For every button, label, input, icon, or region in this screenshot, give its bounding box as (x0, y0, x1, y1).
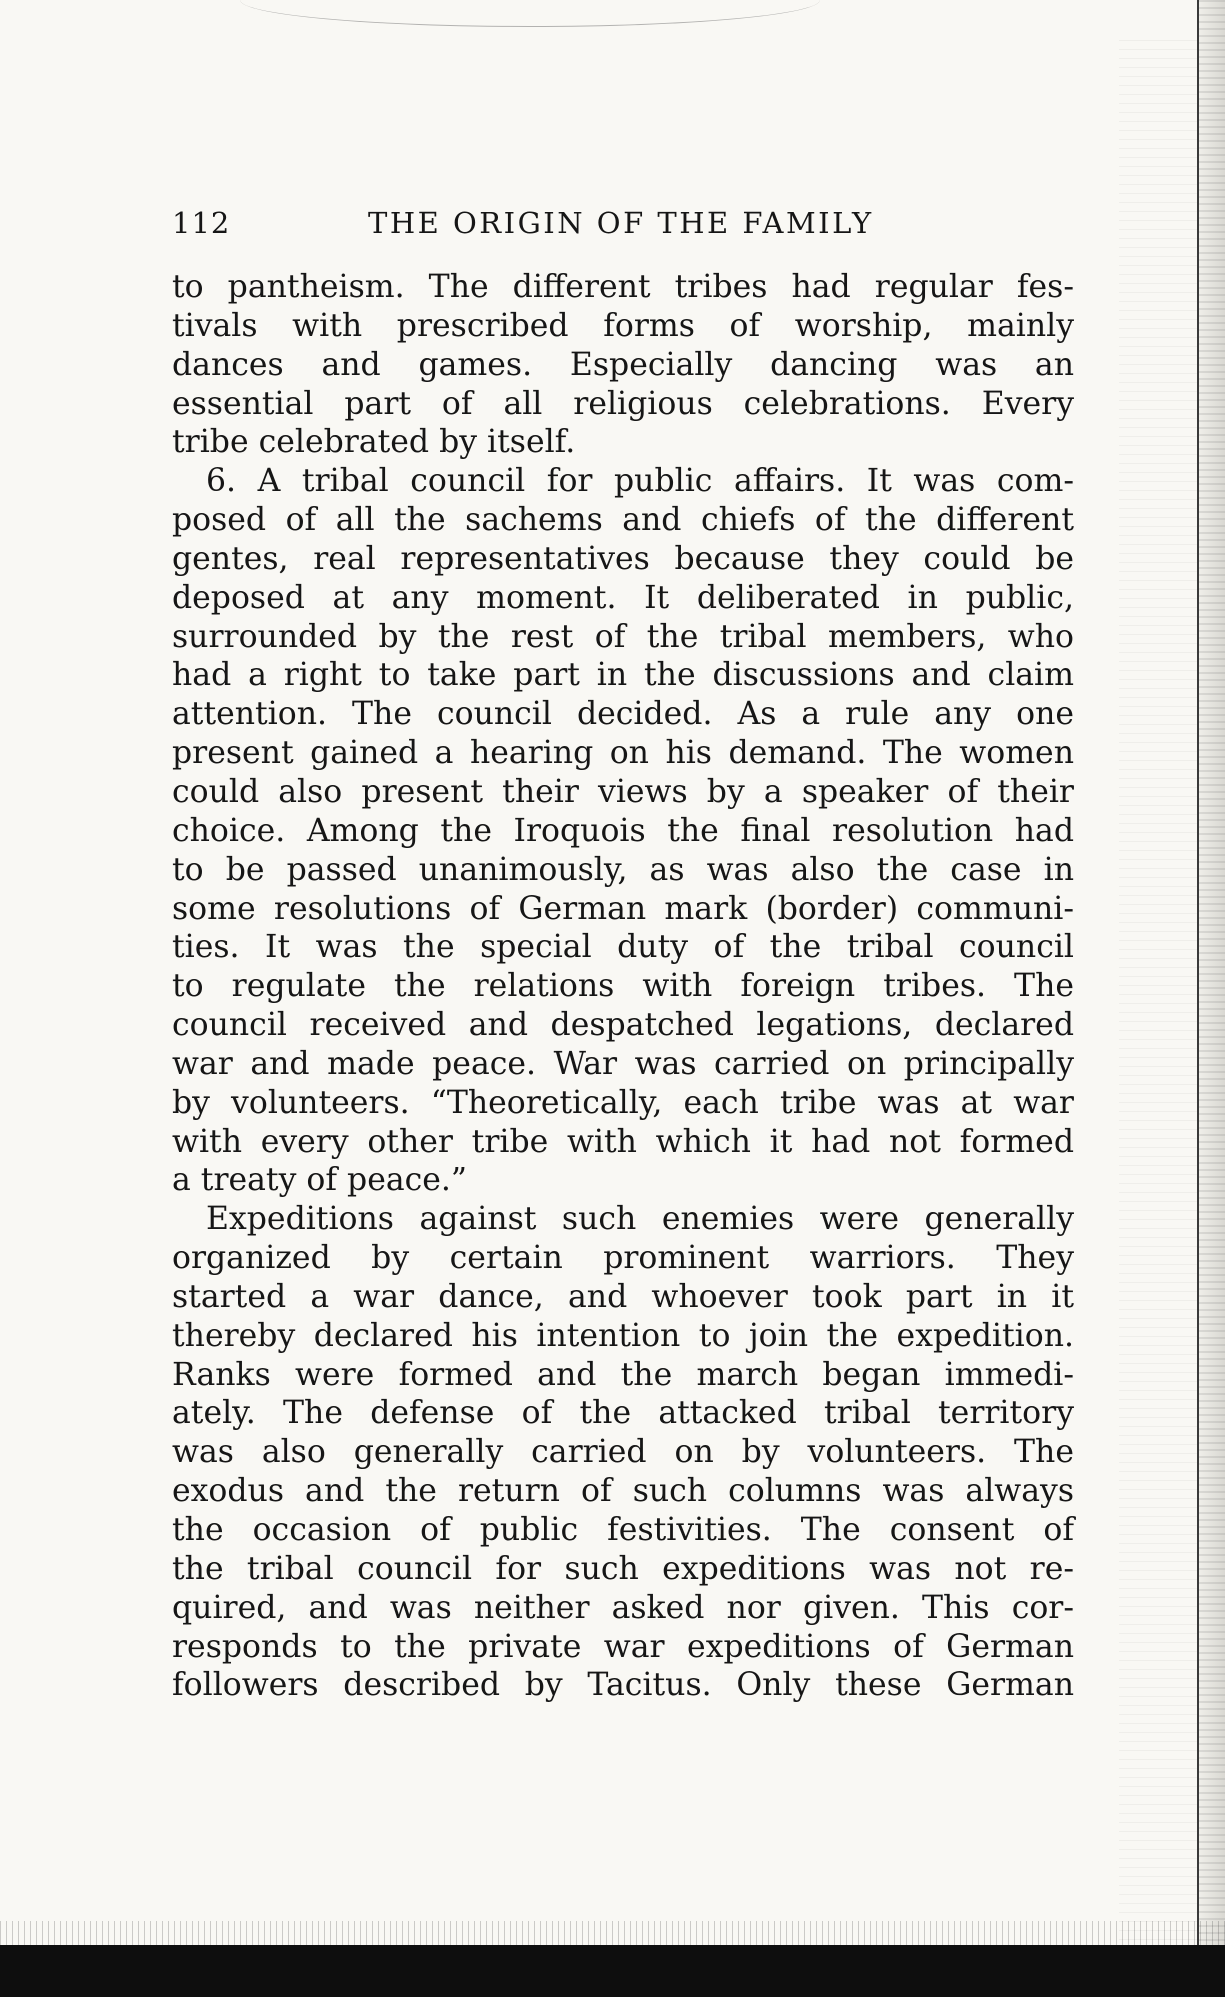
text-line: quired, and was neither asked nor given. This cor- (172, 1589, 1074, 1626)
text-line: by volunteers. “Theoretically, each tribe was at war (172, 1084, 1074, 1121)
text-line: tribe celebrated by itself. (172, 424, 576, 461)
text-line: deposed at any moment. It deliberated in public, (172, 579, 1074, 616)
text-line: thereby declared his intention to join the expedition. (172, 1317, 1074, 1354)
text-line: had a right to take part in the discussions and claim (172, 657, 1074, 694)
text-line: to regulate the relations with foreign tribes. The (172, 968, 1074, 1005)
text-line: the tribal council for such expeditions was not re- (172, 1550, 1074, 1587)
text-line: 6. A tribal council for public affairs. It was com- (206, 463, 1074, 500)
text-line: attention. The council decided. As a rule any one (172, 696, 1074, 733)
text-line: ately. The defense of the attacked tribal territory (172, 1395, 1074, 1432)
text-line: essential part of all religious celebrations. Every (172, 385, 1074, 422)
text-line: ties. It was the special duty of the tribal council (172, 929, 1074, 966)
text-line: started a war dance, and whoever took part in it (172, 1278, 1074, 1315)
text-line: posed of all the sachems and chiefs of the different (172, 502, 1074, 539)
text-line: tivals with prescribed forms of worship, mainly (172, 307, 1074, 344)
text-line: a treaty of peace.” (172, 1162, 468, 1199)
text-line: war and made peace. War was carried on principally (172, 1045, 1074, 1082)
scan-speckle (1119, 40, 1199, 1940)
text-line: the occasion of public festivities. The consent of (172, 1512, 1074, 1548)
text-line: present gained a hearing on his demand. The women (172, 735, 1074, 772)
text-line: some resolutions of German mark (border) communi- (172, 890, 1074, 927)
running-head (172, 206, 1072, 246)
text-line: surrounded by the rest of the tribal members, who (172, 618, 1074, 655)
running-title: THE ORIGIN OF THE FAMILY (368, 206, 874, 240)
text-line: dances and games. Especially dancing was an (172, 346, 1074, 383)
text-line: organized by certain prominent warriors. They (172, 1240, 1074, 1277)
text-line: choice. Among the Iroquois the final resolution had (172, 812, 1074, 849)
text-line: Ranks were formed and the march began immedi- (172, 1356, 1074, 1393)
page-number: 112 (172, 206, 231, 240)
text-line: to be passed unanimously, as was also the case in (172, 851, 1074, 888)
text-line: exodus and the return of such columns was always (172, 1473, 1074, 1510)
book-binding-edge (1197, 0, 1225, 1997)
text-line: could also present their views by a speaker of their (172, 773, 1074, 810)
text-line: Expeditions against such enemies were generally (206, 1201, 1074, 1238)
scan-bottom-speckle (0, 1921, 1225, 1945)
text-line: was also generally carried on by volunteers. The (172, 1434, 1074, 1471)
text-line: gentes, real representatives because they could be (172, 540, 1074, 577)
page-top-edge (240, 0, 820, 27)
text-line: followers described by Tacitus. Only these German (172, 1667, 1074, 1704)
text-line: responds to the private war expeditions of German (172, 1628, 1074, 1665)
text-line: with every other tribe with which it had not formed (172, 1123, 1074, 1160)
text-line: council received and despatched legations, declared (172, 1007, 1074, 1044)
body-text (172, 268, 1074, 1705)
scan-bottom-band (0, 1945, 1225, 1997)
text-line: to pantheism. The different tribes had regular fes- (172, 269, 1074, 305)
